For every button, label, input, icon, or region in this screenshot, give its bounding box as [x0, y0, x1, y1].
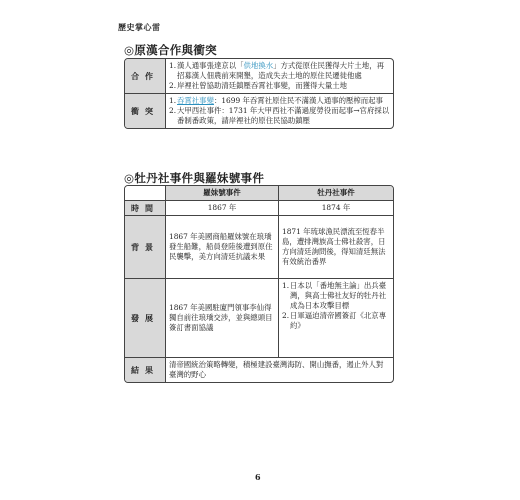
column-header-mudan: 牡丹社事件: [279, 186, 393, 200]
item-text: 日軍逼迫清帝國簽訂《北京專約》: [290, 311, 387, 330]
cell-result: 清帝國統治策略轉變，積極建設臺灣海防、開山撫番，遏止外人對臺灣的野心: [169, 360, 384, 379]
list-item: [169, 96, 390, 106]
row-content: [166, 94, 393, 128]
item-number: 1.: [169, 61, 177, 70]
section-title-cooperation-conflict: ◎原漢合作與衝突: [124, 43, 217, 57]
row-label: 背景: [125, 216, 166, 278]
text-segment: 漢人通事張達京以「: [177, 61, 244, 70]
item-text: [177, 96, 390, 106]
cell-text: 1867 年美國商船羅妹號在琅𤩝發生船難，船員登陸後遭到原住民襲擊，美方向清廷抗議未果: [169, 232, 273, 261]
item-text: 日本以「番地無主論」出兵臺灣，與高士佛社友好的牡丹社成為日本攻擊目標: [290, 281, 387, 310]
cell-text: 1867 年美國駐廈門領事李仙得獨自前往琅𤩝交涉，並與總頭目簽訂書面協議: [169, 303, 273, 332]
row-conflict: [125, 93, 393, 128]
list-item: [169, 106, 390, 126]
cell-rover: [166, 279, 279, 357]
row-label: 發展: [125, 279, 166, 357]
running-header: 歷史掌心雷: [118, 23, 161, 32]
column-header-rover: 羅妹號事件: [166, 186, 279, 200]
row-content: [166, 59, 393, 93]
comparison-table: [124, 185, 394, 383]
item-text: 大甲西社事件：1731 年大甲西社不滿過度勞役而起事→官府採以番制番政策，請岸裡社的原住民協助鎮壓: [177, 106, 390, 125]
cell-rover: 1867 年: [166, 201, 279, 215]
row-cooperation: [125, 59, 393, 93]
cell-text: 1871 年琉球漁民漂流至恆春半島，遭排灣族高士佛社殺害，日方向清廷詢問後，得知清廷無法有效統治番界: [282, 227, 386, 266]
list-item: [282, 281, 390, 311]
row-label: 結果: [125, 358, 166, 382]
cell-mudan: [279, 279, 393, 357]
item-number: 2.: [282, 311, 290, 320]
item-number: 2.: [169, 81, 177, 90]
row-background: [125, 215, 393, 278]
item-text: 岸裡社曾協助清廷鎮壓吞霄社事變，而獲得大量土地: [177, 81, 347, 90]
list-item: [282, 311, 390, 331]
item-text: [177, 61, 390, 81]
cell-mudan: [279, 216, 393, 278]
cooperation-conflict-table: [124, 58, 394, 129]
cell-mudan: 1874 年: [321, 203, 351, 212]
table-header-row: [125, 186, 393, 200]
item-number: 1.: [169, 96, 177, 105]
text-segment: ：1699 年吞霄社原住民不滿漢人通事的壓榨而起事: [213, 96, 383, 105]
text-segment: 」方式從原住民獲得大片土地，再招募漢人佃農前來開墾，造成失去土地的原住民遷徙他處: [177, 61, 384, 80]
page-number: 6: [255, 472, 261, 482]
row-label: 合作: [125, 59, 166, 93]
cell-rover: [166, 216, 279, 278]
item-number: 1.: [282, 281, 290, 290]
row-result: [125, 357, 393, 382]
row-label: 衝突: [125, 94, 166, 128]
row-time: [125, 200, 393, 215]
list-item: [169, 61, 390, 81]
row-development: [125, 278, 393, 357]
highlight-term: 供地換水: [243, 61, 274, 70]
highlight-term: 吞霄社事變: [177, 96, 214, 105]
section-title-mudan-rover: ◎牡丹社事件與羅妹號事件: [124, 171, 265, 185]
list-item: [169, 81, 390, 91]
corner-cell: [125, 186, 166, 200]
row-label: 時間: [125, 201, 166, 215]
item-number: 2.: [169, 106, 177, 115]
